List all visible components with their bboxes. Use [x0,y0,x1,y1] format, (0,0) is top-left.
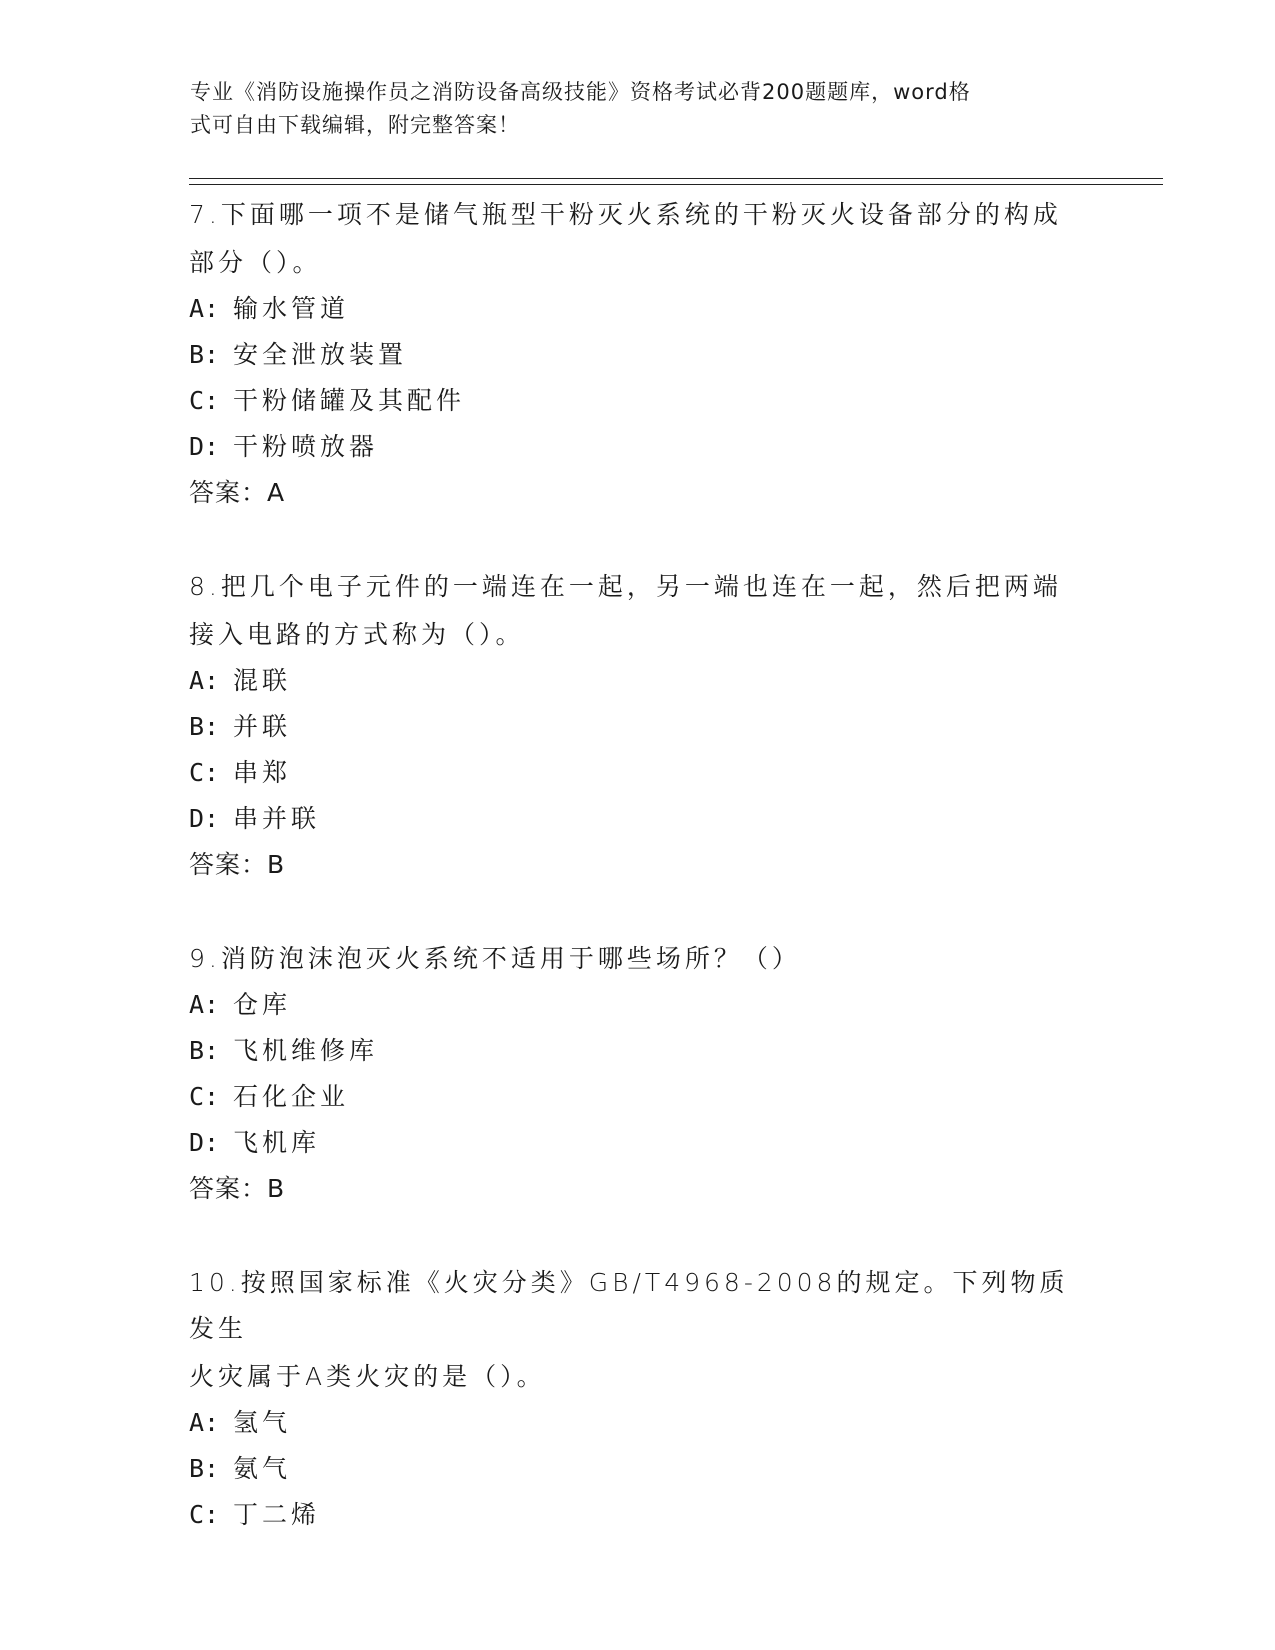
option-c [189,1074,1089,1120]
question-stem: 8.把几个电子元件的一端连在一起，另一端也连在一起，然后把两端 [189,572,1062,601]
option-key: D: [189,432,220,461]
option-d [189,1120,1089,1166]
question-10 [189,1258,1089,1538]
option-key: A: [189,666,220,695]
option-text: 混联 [233,666,292,695]
option-b [189,1028,1089,1074]
option-key: D: [189,804,220,833]
option-text: 丁二烯 [233,1500,321,1529]
option-text: 氢气 [233,1408,292,1437]
question-stem: 9.消防泡沫泡灭火系统不适用于哪些场所？（） [189,944,801,973]
answer-line: 答案：B [189,1174,286,1203]
option-key: C: [189,386,220,415]
option-d [189,796,1089,842]
option-text: 石化企业 [233,1082,350,1111]
option-d [189,424,1089,470]
question-7 [189,190,1089,516]
header-line-2: 式可自由下载编辑，附完整答案！ [190,113,520,137]
option-key: C: [189,1082,220,1111]
question-stem: 7.下面哪一项不是储气瓶型干粉灭火系统的干粉灭火设备部分的构成 [189,200,1062,229]
answer-line: 答案：B [189,850,286,879]
option-key: A: [189,1408,220,1437]
header-divider-top [189,178,1163,179]
option-text: 干粉储罐及其配件 [233,386,466,415]
spacer [189,1212,1089,1258]
question-9 [189,934,1089,1212]
option-a [189,982,1089,1028]
header-divider-bottom [189,184,1163,185]
option-key: B: [189,712,220,741]
option-text: 飞机库 [233,1128,321,1157]
option-b [189,1446,1089,1492]
option-c [189,750,1089,796]
option-key: C: [189,758,220,787]
option-text: 飞机维修库 [233,1036,379,1065]
question-8 [189,562,1089,888]
option-key: A: [189,990,220,1019]
option-key: B: [189,340,220,369]
option-text: 安全泄放装置 [233,340,408,369]
option-c [189,378,1089,424]
option-text: 串郑 [233,758,292,787]
question-stem: 10.按照国家标准《火灾分类》GB/T4968-2008的规定。下列物质发生 [189,1268,1069,1343]
option-text: 仓库 [233,990,292,1019]
option-text: 氨气 [233,1454,292,1483]
question-list [189,190,1089,1538]
option-b [189,704,1089,750]
option-text: 干粉喷放器 [233,432,379,461]
spacer [189,888,1089,934]
option-b [189,332,1089,378]
option-key: A: [189,294,220,323]
document-header [190,76,1070,142]
question-stem-continued: 火灾属于A类火灾的是（）。 [189,1362,546,1391]
option-key: B: [189,1036,220,1065]
option-key: C: [189,1500,220,1529]
answer-line: 答案：A [189,478,286,507]
option-key: B: [189,1454,220,1483]
option-a [189,658,1089,704]
option-a [189,286,1089,332]
option-key: D: [189,1128,220,1157]
question-stem-continued: 接入电路的方式称为（）。 [189,620,525,649]
option-text: 输水管道 [233,294,350,323]
option-text: 并联 [233,712,292,741]
option-c [189,1492,1089,1538]
question-stem-continued: 部分（）。 [189,248,322,277]
spacer [189,516,1089,562]
header-line-1: 专业《消防设施操作员之消防设备高级技能》资格考试必背200题题库，word格 [190,80,971,104]
option-text: 串并联 [233,804,321,833]
option-a [189,1400,1089,1446]
